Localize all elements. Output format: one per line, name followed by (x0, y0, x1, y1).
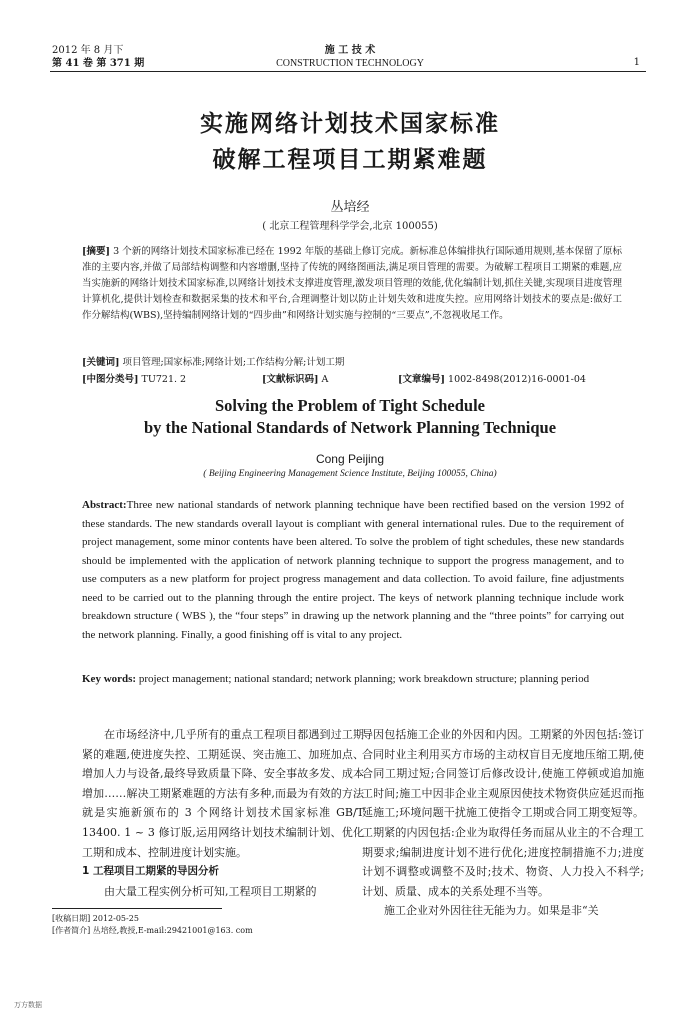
article-number-label: [文章编号] (398, 374, 445, 385)
abstract-en-text: Three new national standards of network planning technique have been rectified based on the version 1992 of these standards. The new standards overall layout is compliant with general international rules. Due to the requirement of project management, some minor contents have been altered. To solve the problem of tight schedules, these new standards should be implemented with the application of network planning technique to support the progress management, and to use computers as a new platform for project progress management and data collection. To avoid failure, fine adjustments need to be carried out to the planning through the entire project. The keys of network planning technique include work breakdown structure ( WBS ), the “four steps” in drawing up the network planning and the “three points” for carrying out the network planning. Finally, a good finishing off is vital to any project. (82, 499, 624, 641)
journal-name-cn: 施 工 技 术 (324, 45, 376, 56)
doc-code-value: A (321, 374, 329, 385)
journal-name-en: CONSTRUCTION TECHNOLOGY (276, 58, 424, 69)
abstract-cn-label: [摘要] (82, 246, 111, 257)
clc-label: [中图分类号] (82, 374, 139, 385)
abstract-en (82, 496, 624, 644)
doc-code-label: [文献标识码] (262, 374, 319, 385)
keywords-cn-label: [关键词] (82, 357, 120, 368)
footnote-rule (52, 908, 222, 909)
affiliation-en: ( Beijing Engineering Management Science Institute, Beijing 100055, China) (203, 469, 497, 479)
title-cn-line1: 实施网络计划技术国家标准 (200, 110, 500, 137)
footnote (52, 913, 253, 937)
title-en-line2: by the National Standards of Network Planning Technique (143, 418, 557, 437)
author-cn: 丛培经 (330, 200, 370, 215)
abstract-cn (82, 244, 622, 324)
author-bio: [作者简介] 丛培经,教授,E-mail:29421001@163. com (52, 926, 253, 935)
body-paragraph: 由大量工程实例分析可知,工程项目工期紧的 (104, 884, 317, 898)
journal-name (0, 44, 700, 70)
title-cn-line2: 破解工程项目工期紧难题 (212, 146, 488, 173)
issue-date: 2012 年 8 月下 (52, 45, 124, 56)
keywords-cn-text: 项目管理;国家标准;网络计划;工作结构分解;计划工期 (122, 357, 345, 368)
keywords-en-text: project management; national standard; network planning; work breakdown structure; planning period (138, 673, 590, 685)
affiliation-cn: ( 北京工程管理科学学会,北京 100055) (262, 221, 438, 232)
abstract-en-label: Abstract: (82, 499, 127, 511)
watermark: 万方数据 (14, 1001, 42, 1009)
article-number (398, 371, 586, 385)
body-left-column (82, 725, 364, 901)
article-number-value: 1002-8498(2012)16-0001-04 (448, 374, 586, 385)
section-heading: 1 工程项目工期紧的导因分析 (82, 865, 219, 878)
keywords-en-label: Key words: (82, 673, 137, 685)
author-en: Cong Peijing (315, 452, 385, 466)
classification-line (82, 371, 186, 385)
body-right-column (362, 725, 644, 921)
received-date: [收稿日期] 2012-05-25 (52, 914, 139, 923)
doc-code (262, 371, 328, 385)
keywords-en (82, 670, 624, 689)
body-paragraph: 导因包括施工企业的外因和内因。工期紧的外因包括:签订合同时业主利用买方市场的主动权盲目无度地压缩工期,使合同工期过短;合同签订后修改设计,使施工停顿或追加施工时间;施工中因非企业主观原因使技术物资供应延迟而拖延施工;环境问题干扰施工使指令工期或合同工期变短等。工期紧的内因包括:企业为取得任务而屈从业主的不合理工期要求;编制进度计划不进行优化;进度控制措施不力;进度计划不调整或调整不及时;技术、物资、人力投入不科学;计划、质量、成本的关系处理不当等。 (362, 728, 644, 898)
header-rule (50, 71, 646, 72)
body-paragraph: 施工企业对外因往往无能为力。如果是非“关 (384, 904, 599, 918)
page-number: 1 (633, 57, 640, 68)
body-paragraph: 在市场经济中,几乎所有的重点工程项目都遇到过工期紧的难题,使进度失控、工期延误、突击施工、加班加点、增加人力与设备,最终导致质量下降、安全事故多发、成本增加……解决工期紧难题的方法有多种,而最为有效的方法就是实施新颁布的 3 个网络计划技术国家标准 GB/T 13400. 1 ~ 3 修订版,运用网络计划技术编制计划、优化工期和成本、控制进度计划实施。 (82, 728, 364, 859)
keywords-cn (82, 354, 344, 368)
clc-value: TU721. 2 (141, 374, 187, 385)
abstract-cn-text: 3 个新的网络计划技术国家标准已经在 1992 年版的基础上修订完成。新标准总体编排执行国际通用规则,基本保留了原标准的主要内容,并做了局部结构调整和内容增删,坚持了传统的网络图画法,满足项目管理的需要。为破解工程项目工期紧的难题,应当实施新的网络计划技术国家标准,以网络计划技术支撑进度管理,激发项目管理的效能,优化编制计划,抓住关键,实现项目进度管理计算机化,提供计划检查和数据采集的技术和平台,合理调整计划以防止计划失效和进度失控。应用网络计划技术的要点是:做好工作分解结构(WBS),坚持编制网络计划的“四步曲”和网络计划实施与控制的“三要点”,不忽视收尾工作。 (82, 246, 622, 321)
title-en-line1: Solving the Problem of Tight Schedule (215, 396, 485, 415)
issue-volume: 第 41 卷 第 371 期 (52, 58, 145, 69)
